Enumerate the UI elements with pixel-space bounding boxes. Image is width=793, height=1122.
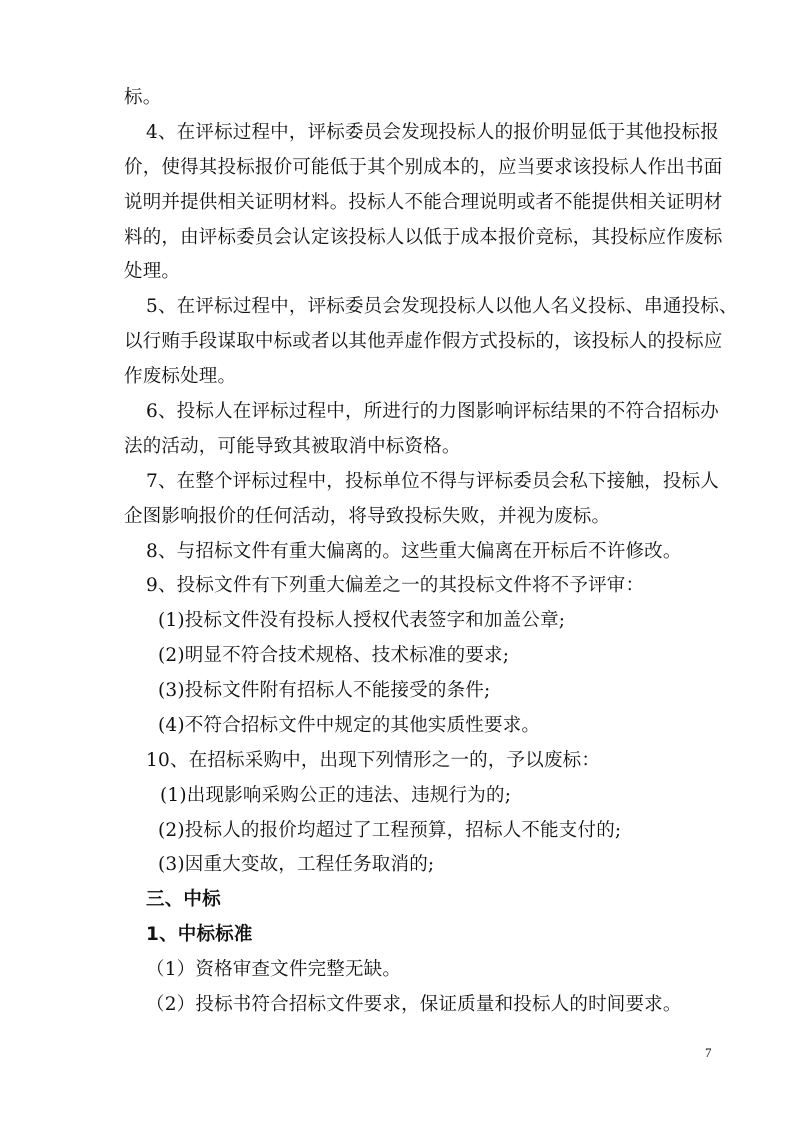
paragraph-4-line: 说明并提供相关证明材料。投标人不能合理说明或者不能提供相关证明材 [124, 191, 723, 213]
paragraph-6-line: 6、投标人在评标过程中，所进行的力图影响评标结果的不符合招标办 [146, 400, 719, 422]
list-item: (2)明显不符合技术规格、技术标准的要求; [158, 645, 510, 667]
text-line: 标。 [124, 87, 162, 108]
paragraph-4-line: 4、在评标过程中，评标委员会发现投标人的报价明显低于其他投标报 [146, 121, 719, 143]
list-item: (1)出现影响采购公正的违法、违规行为的; [160, 784, 512, 806]
paragraph-5-line: 作废标处理。 [124, 366, 237, 388]
paragraph-7-line: 7、在整个评标过程中，投标单位不得与评标委员会私下接触，投标人 [146, 470, 719, 492]
paragraph-7-line: 企图影响报价的任何活动，将导致投标失败，并视为废标。 [124, 505, 611, 527]
list-item: (4)不符合招标文件中规定的其他实质性要求。 [158, 714, 541, 736]
paragraph-9-line: 9、投标文件有下列重大偏差之一的其投标文件将不予评审： [146, 575, 645, 597]
paragraph-6-line: 法的活动，可能导致其被取消中标资格。 [124, 435, 461, 457]
paragraph-4-line: 价，使得其投标报价可能低于其个别成本的，应当要求该投标人作出书面 [124, 156, 723, 178]
page-number: 7 [705, 1045, 712, 1060]
paragraph-8-line: 8、与招标文件有重大偏离的。这些重大偏离在开标后不许修改。 [146, 540, 682, 562]
list-item: (2)投标人的报价均超过了工程预算，招标人不能支付的; [158, 819, 622, 841]
list-item: （2）投标书符合招标文件要求，保证质量和投标人的时间要求。 [146, 994, 682, 1015]
list-item: (3)因重大变故，工程任务取消的; [158, 854, 435, 876]
paragraph-5-line: 5、在评标过程中，评标委员会发现投标人以他人名义投标、串通投标、 [146, 296, 738, 318]
subsection-heading: 1、中标标准 [146, 924, 253, 946]
list-item: (1)投标文件没有投标人授权代表签字和加盖公章; [158, 610, 566, 632]
list-item: (3)投标文件附有招标人不能接受的条件; [158, 680, 491, 702]
paragraph-5-line: 以行贿手段谋取中标或者以其他弄虚作假方式投标的，该投标人的投标应 [124, 331, 723, 353]
paragraph-10-line: 10、在招标采购中，出现下列情形之一的，予以废标： [146, 749, 601, 771]
paragraph-4-line: 料的，由评标委员会认定该投标人以低于成本报价竞标，其投标应作废标 [124, 226, 723, 248]
list-item: （1）资格审查文件完整无缺。 [146, 959, 402, 981]
section-heading: 三、中标 [146, 889, 221, 911]
paragraph-4-line: 处理。 [124, 261, 181, 283]
